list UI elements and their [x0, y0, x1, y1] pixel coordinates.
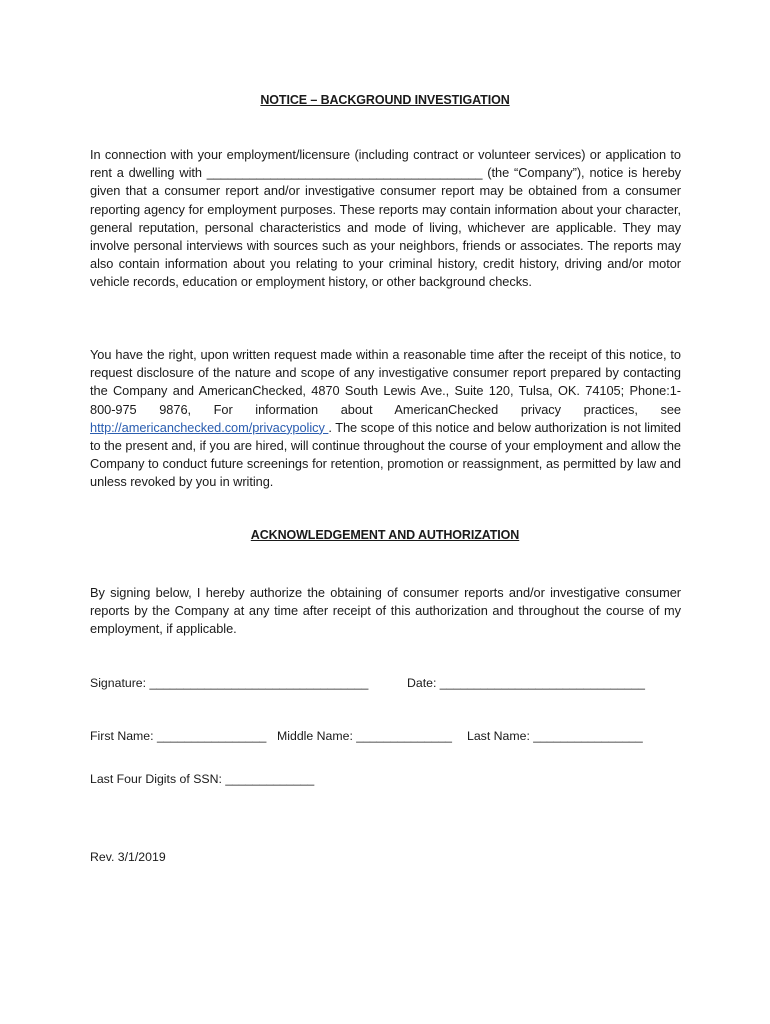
first-name-field[interactable]: First Name: ________________ — [90, 729, 267, 743]
signature-field[interactable]: Signature: ________________________________ — [90, 676, 369, 690]
acknowledgement-paragraph: By signing below, I hereby authorize the obtaining of consumer reports and/or investigative consumer reports by the Company at any time after receipt of this authorization and throughout the course of my employment, if applicable. — [90, 585, 681, 637]
last-name-field[interactable]: Last Name: ________________ — [467, 729, 643, 743]
notice-paragraph-2-text-b: . The scope of this notice and below authorization is not limited to the present and, if you are hired, will continue throughout the course of your employment and allow the Company to conduct future screenings for retention, promotion or reassignment, as permitted by law and unless revoked by you in writing. — [90, 419, 681, 490]
revision-date: Rev. 3/1/2019 — [90, 850, 166, 864]
notice-paragraph-2-text-a: You have the right, upon written request made within a reasonable time after the receipt of this notice, to request disclosure of the nature and scope of any investigative consumer report prepared by contacting the Company and AmericanChecked, 4870 South Lewis Ave., Suite 120, Tulsa, OK. 74105; Phone:1- 800-975 9876, For information about AmericanChecked privacy practices, see — [90, 347, 681, 417]
middle-name-field[interactable]: Middle Name: ______________ — [277, 729, 453, 743]
ssn-field[interactable]: Last Four Digits of SSN: _____________ — [90, 772, 315, 786]
date-field[interactable]: Date: ______________________________ — [407, 676, 645, 690]
notice-paragraph-2 — [90, 346, 681, 492]
privacy-policy-link[interactable]: http://americanchecked.com/privacypolicy — [90, 419, 329, 435]
notice-title: NOTICE – BACKGROUND INVESTIGATION — [260, 93, 510, 107]
acknowledgement-title: ACKNOWLEDGEMENT AND AUTHORIZATION — [250, 528, 520, 542]
notice-paragraph-1: In connection with your employment/licensure (including contract or volunteer services) or application to rent a dwelling with _______________________________________ (the “Company”), notice is hereby given that a consumer report and/or investigative consumer report may be obtained from a consumer reporting agency for employment purposes. These reports may contain information about your character, general reputation, personal characteristics and mode of living, whichever are applicable. They may involve personal interviews with sources such as your neighbors, friends or associates. The reports may also contain information about you relating to your criminal history, credit history, driving and/or motor vehicle records, education or employment history, or other background checks. — [90, 147, 681, 290]
